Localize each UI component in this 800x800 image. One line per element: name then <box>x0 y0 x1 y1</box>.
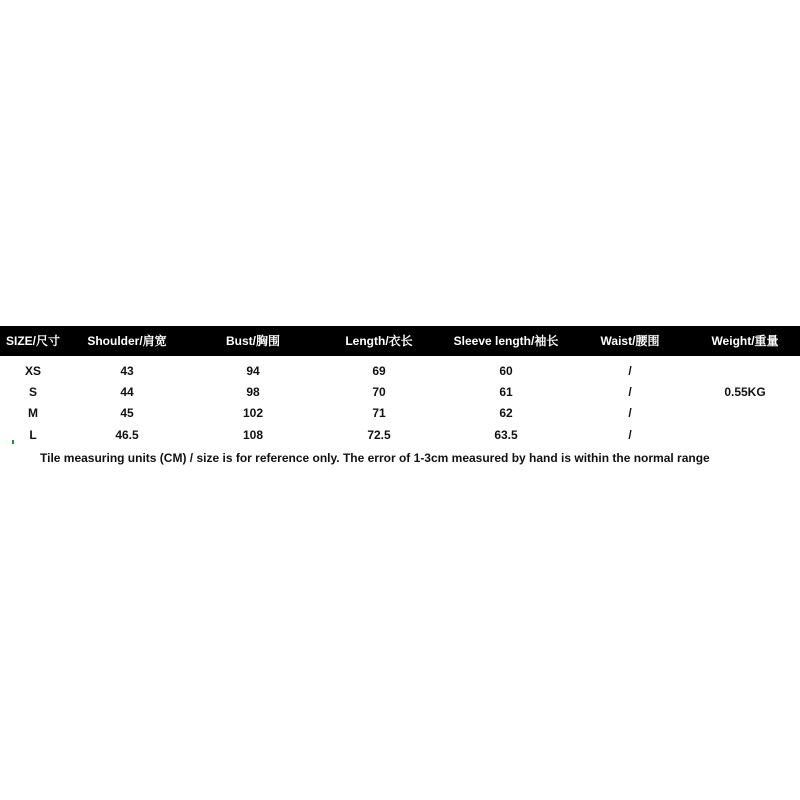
cell-length: 69 <box>372 364 386 378</box>
cell-shoulder: 46.5 <box>115 428 139 442</box>
cell-sleeve-length: 60 <box>499 364 513 378</box>
cell-weight: 0.55KG <box>724 385 766 399</box>
cell-waist: / <box>628 428 632 442</box>
cell-sleeve-length: 61 <box>499 385 513 399</box>
cell-bust: 94 <box>246 364 260 378</box>
decorative-mark <box>12 440 14 444</box>
cell-shoulder: 44 <box>120 385 134 399</box>
cell-size: M <box>28 406 38 420</box>
cell-waist: / <box>628 385 632 399</box>
cell-waist: / <box>628 406 632 420</box>
header-shoulder: Shoulder/肩宽 <box>87 334 167 348</box>
measurement-note: Tile measuring units (CM) / size is for reference only. The error of 1-3cm measured by hand is within the normal range <box>40 451 710 465</box>
cell-sleeve-length: 62 <box>499 406 513 420</box>
cell-length: 70 <box>372 385 386 399</box>
cell-size: L <box>29 428 37 442</box>
cell-length: 71 <box>372 406 386 420</box>
cell-length: 72.5 <box>367 428 391 442</box>
header-sleeve-length: Sleeve length/袖长 <box>453 334 559 348</box>
cell-bust: 108 <box>242 428 264 442</box>
cell-bust: 98 <box>246 385 260 399</box>
cell-size: XS <box>24 364 42 378</box>
header-weight: Weight/重量 <box>711 334 779 348</box>
header-size: SIZE/尺寸 <box>5 334 61 348</box>
cell-shoulder: 45 <box>120 406 134 420</box>
header-waist: Waist/腰围 <box>600 334 660 348</box>
cell-bust: 102 <box>242 406 264 420</box>
cell-waist: / <box>628 364 632 378</box>
size-table-header <box>0 326 800 356</box>
cell-shoulder: 43 <box>120 364 134 378</box>
cell-size: S <box>28 385 38 399</box>
cell-sleeve-length: 63.5 <box>494 428 518 442</box>
header-length: Length/衣长 <box>345 334 413 348</box>
header-bust: Bust/胸围 <box>225 334 281 348</box>
